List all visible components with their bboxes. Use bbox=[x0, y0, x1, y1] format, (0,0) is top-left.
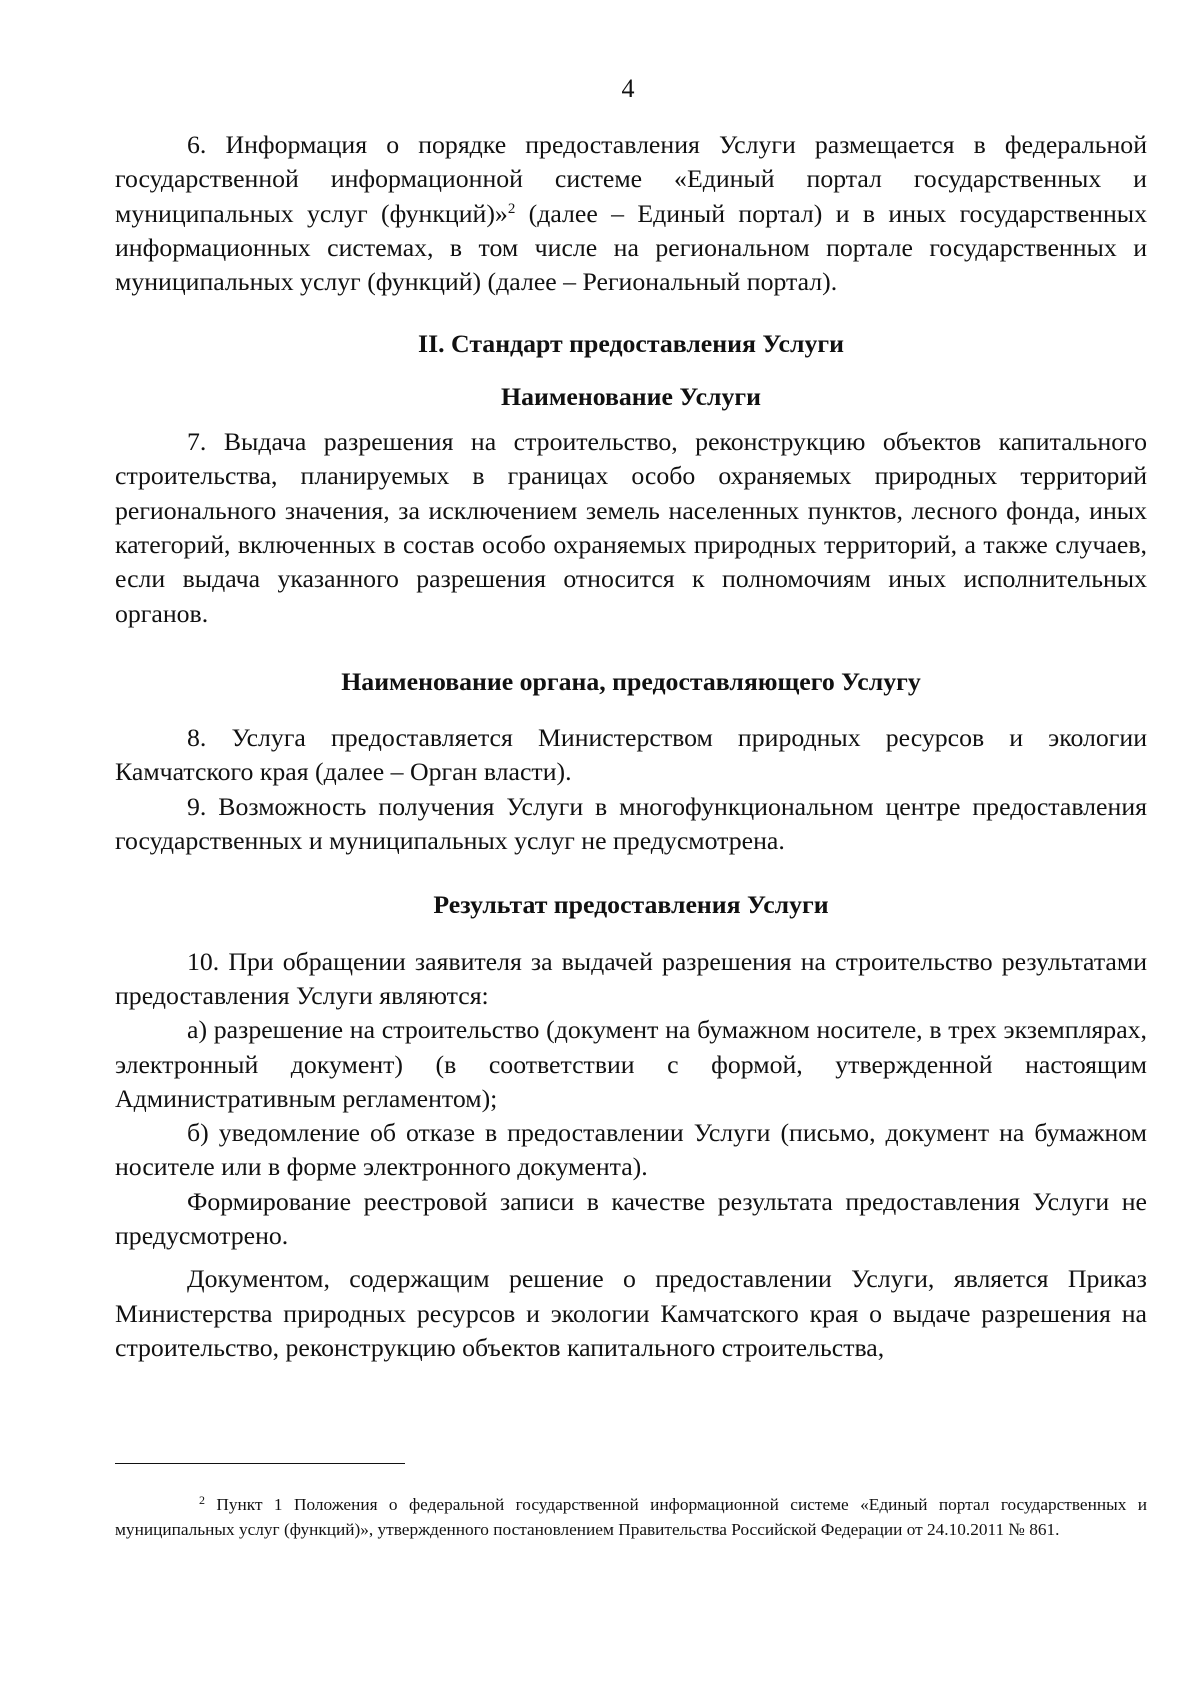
heading-providing-organ: Наименование органа, предоставляющего Услугу bbox=[341, 666, 921, 696]
footnote bbox=[115, 1493, 1147, 1542]
heading-service-name: Наименование Услуги bbox=[501, 381, 761, 411]
paragraph-8: 8. Услуга предоставляется Министерством природных ресурсов и экологии Камчатского края (далее – Орган власти). bbox=[115, 723, 1147, 787]
paragraph-10: 10. При обращении заявителя за выдачей разрешения на строительство результатами предоставления Услуги являются: bbox=[115, 946, 1147, 1010]
footnote-reference: 2 bbox=[507, 200, 516, 217]
page-number: 4 bbox=[621, 74, 635, 103]
paragraph-6-text-cont: (далее – Единый портал) и в иных государственных информационных системах, в том числе на региональном портале государственных и муниципальных услуг (функций) (далее – Региональный портал). bbox=[115, 198, 1147, 297]
footnote-mark: 2 bbox=[199, 1493, 205, 1507]
section-title: II. Стандарт предоставления Услуги bbox=[418, 329, 844, 359]
paragraph-10-b: б) уведомление об отказе в предоставлении Услуги (письмо, документ на бумажном носителе или в форме электронного документа). bbox=[115, 1118, 1147, 1182]
document-body bbox=[115, 128, 1147, 1365]
paragraph-9: 9. Возможность получения Услуги в многофункциональном центре предоставления государственных и муниципальных услуг не предусмотрена. bbox=[115, 791, 1147, 856]
heading-service-result: Результат предоставления Услуги bbox=[433, 890, 829, 920]
footnote-divider bbox=[115, 1463, 405, 1464]
paragraph-7: 7. Выдача разрешения на строительство, реконструкцию объектов капитального строительства, планируемых в границах особо охраняемых природных территорий регионального значения, за исключением земель населенных пунктов, лесного фонда, иных категорий, включенных в состав особо охраняемых природных территорий, а также случаев, если выдача указанного разрешения относится к полномочиям иных исполнительных органов. bbox=[115, 427, 1147, 628]
paragraph-6-text: 6. Информация о порядке предоставления Услуги размещается в федеральной государственной информационной системе «Единый портал государственных и муниципальных услуг (функций)» bbox=[115, 130, 1147, 228]
paragraph-10-a: а) разрешение на строительство (документ на бумажном носителе, в трех экземплярах, электронный документ) (в соответствии с формой, утвержденной настоящим Административным регламентом); bbox=[115, 1015, 1147, 1113]
footnote-text: Пункт 1 Положения о федеральной государственной информационной системе «Единый портал государственных и муниципальных услуг (функций)», утвержденного постановлением Правительства Российской Федерации от 24.10.2011 № 861. bbox=[115, 1495, 1147, 1539]
paragraph-registry-record: Формирование реестровой записи в качестве результата предоставления Услуги не предусмотрено. bbox=[115, 1186, 1147, 1251]
paragraph-decision-document: Документом, содержащим решение о предоставлении Услуги, является Приказ Министерства природных ресурсов и экологии Камчатского края о выдаче разрешения на строительство, реконструкцию объектов капитального строительства, bbox=[115, 1264, 1147, 1362]
paragraph-6 bbox=[115, 128, 1147, 299]
